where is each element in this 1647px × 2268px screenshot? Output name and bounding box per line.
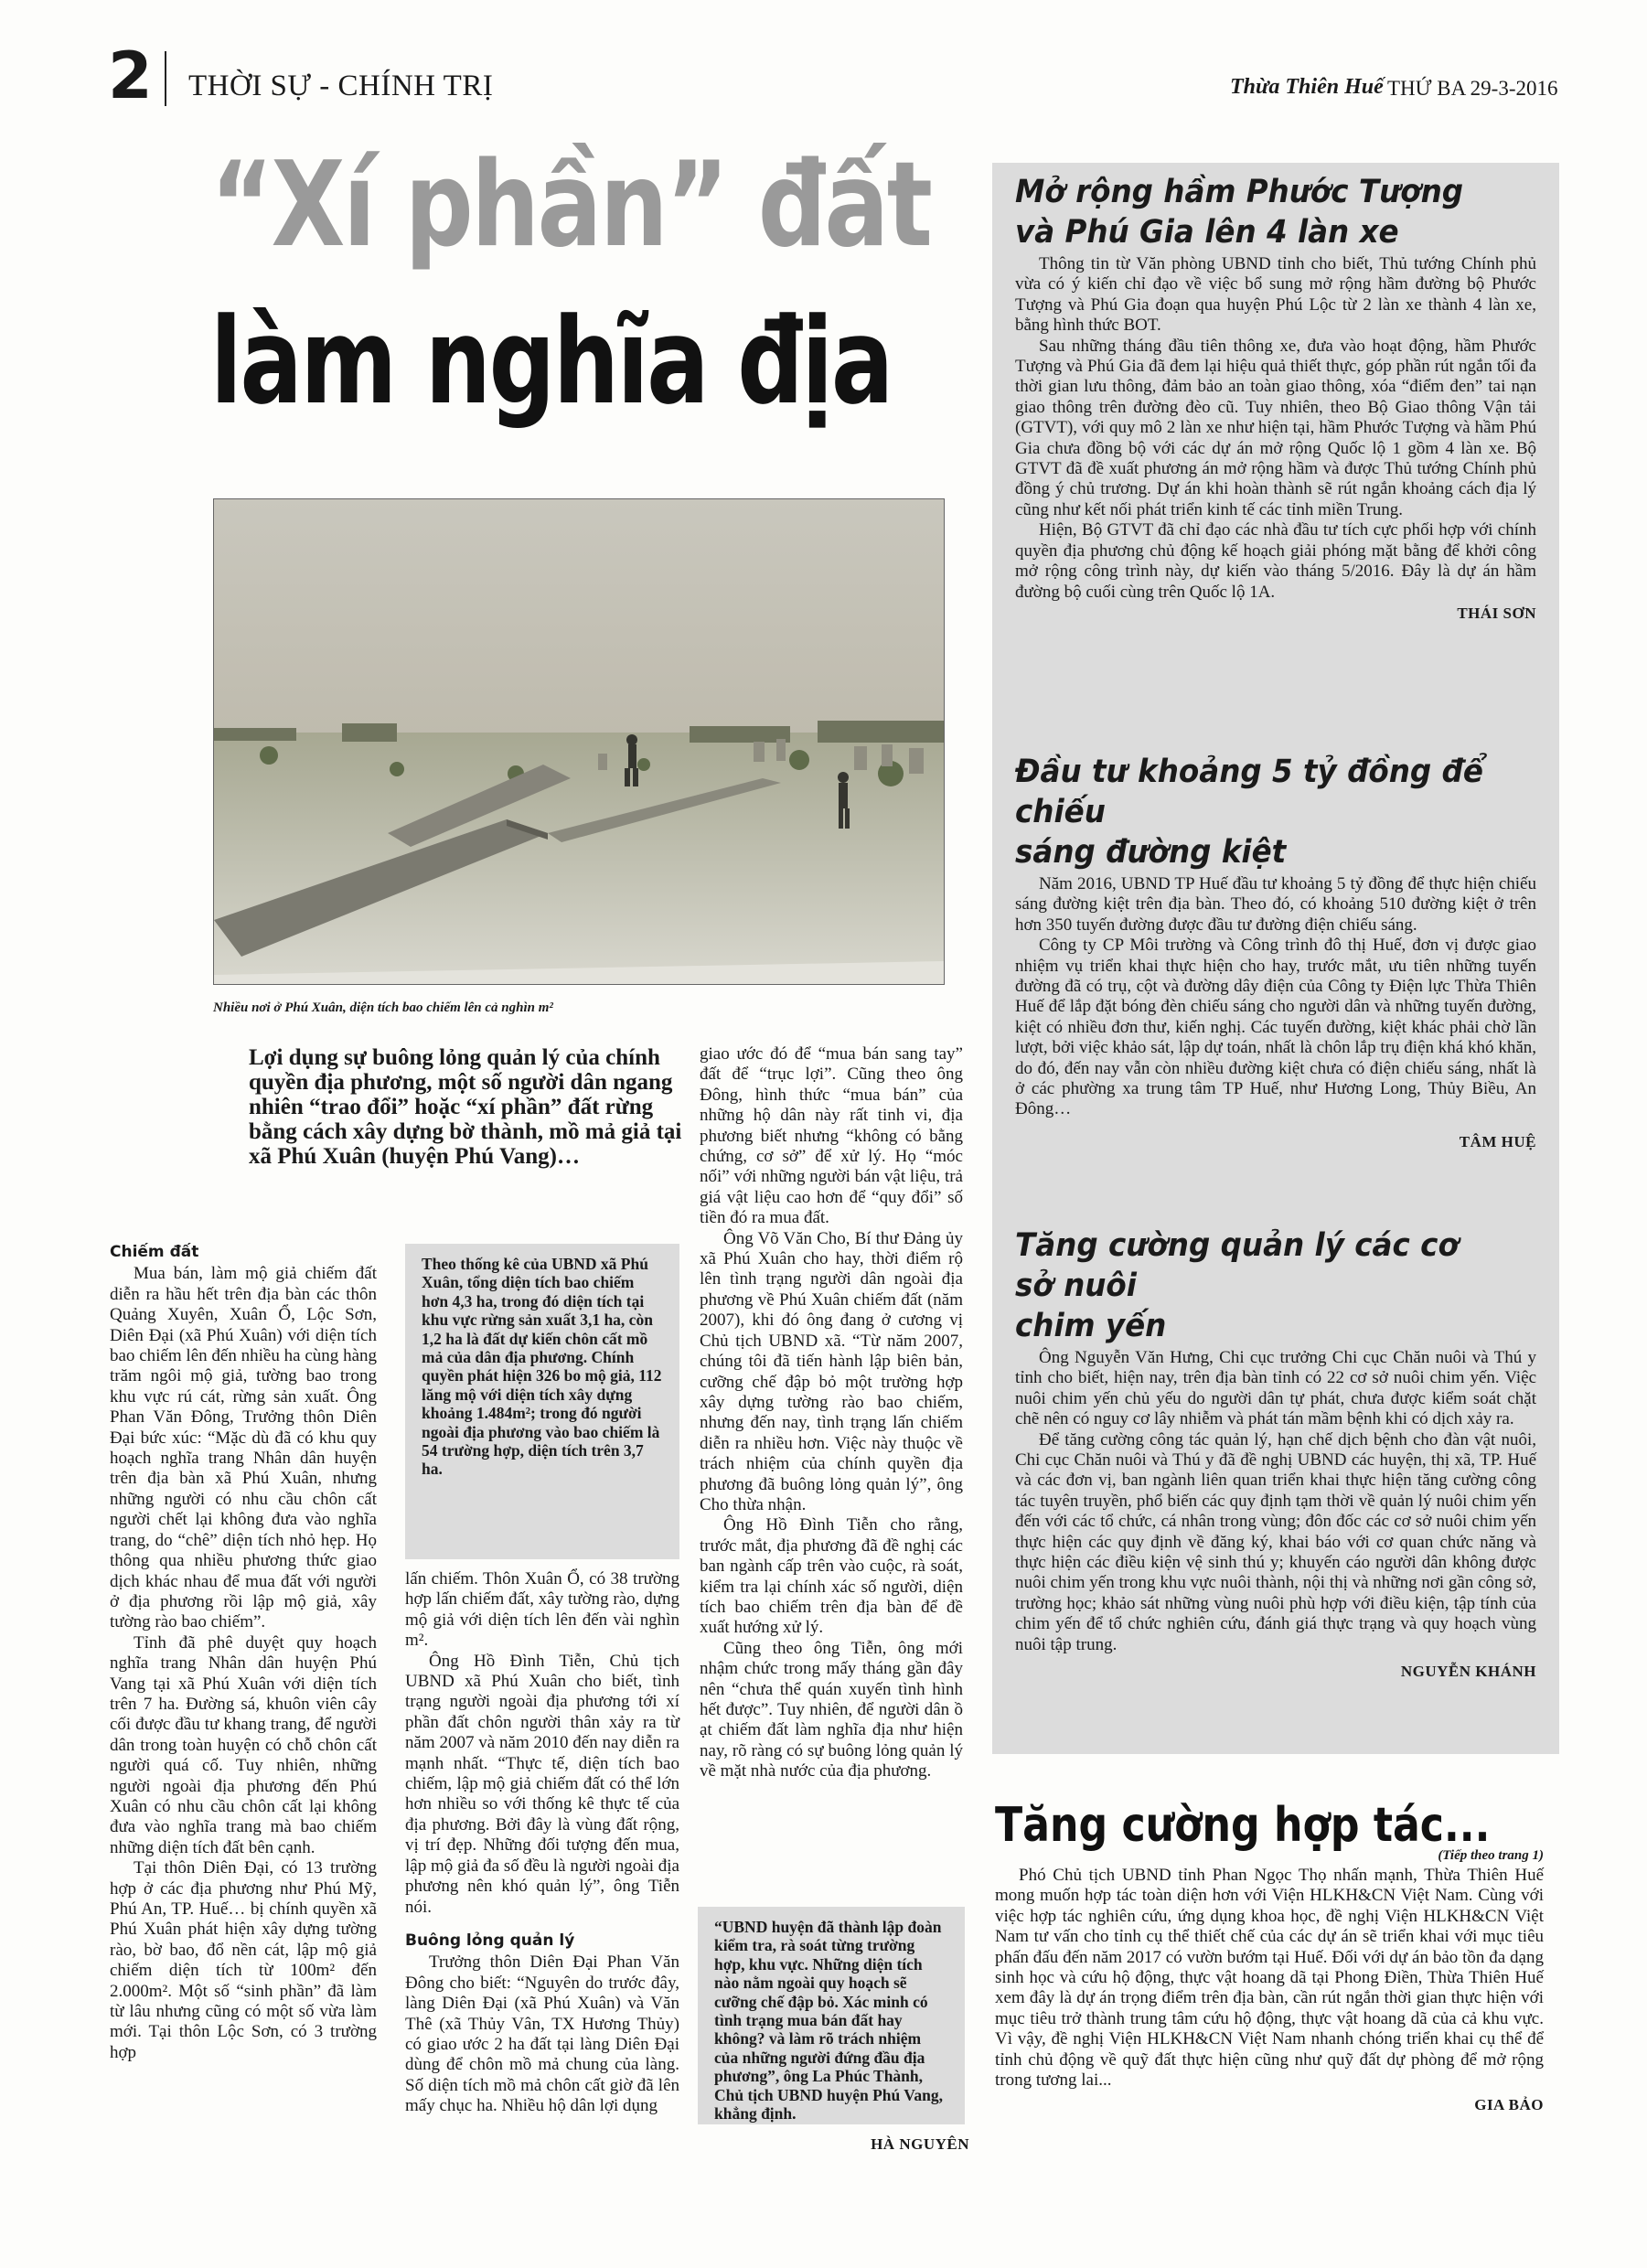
stat-box [405,1244,679,1559]
article-lead: Lợi dụng sự buông lỏng quản lý của chính quyền địa phương, một số người dân ngang nhiên “trao đổi” hoặc “xí phần” đất rừng bằng cách xây dựng bờ thành, mồ mả giả tại xã Phú Xuân (huyện Phú Vang)… [249,1045,682,1169]
sidebar-article-3 [1015,1225,1536,1681]
sidebar-article-2-byline: TÂM HUỆ [1459,1132,1536,1150]
photo-caption: Nhiều nơi ở Phú Xuân, diện tích bao chiếm lên cả nghìn m² [213,1000,553,1015]
sidebar-article-1-para-1: Thông tin từ Văn phòng UBND tỉnh cho biết, Thủ tướng Chính phủ vừa có ý kiến chỉ đạo về việc bổ sung mở rộng hầm đường bộ Phước Tượng và Phú Gia đoạn qua huyện Phú Lộc từ 2 làn xe thành 4 làn xe, bằng hình thức BOT. [1015,254,1536,336]
sidebar-article-3-byline: NGUYỄN KHÁNH [1400,1663,1536,1681]
sidebar-article-1 [1015,172,1536,623]
col3-para-3: Ông Hồ Đình Tiễn cho rằng, trước mắt, địa phương đã đề nghị các ban ngành cấp trên vào cuộc, rà soát, kiểm tra lại chính xác số người, diện tích bao chiếm trên địa bàn để đề xuất hướng xử lý. [700,1515,963,1638]
paper-name: Thừa Thiên Huế [1230,75,1384,99]
col1-para-1: Mua bán, làm mộ giả chiếm đất diễn ra hầu hết trên địa bàn các thôn Quảng Xuyên, Xuân Ổ, Lộc Sơn, Diên Đại (xã Phú Xuân) với diện tích bao chiếm lên đến nhiều ha cùng hàng trăm ngôi mộ giả, tường bao trong khu vực rú cát, rừng sản xuất. Ông Phan Văn Đông, Trưởng thôn Diên Đại bức xúc: “Mặc dù đã có khu quy hoạch nghĩa trang Nhân dân huyện trên địa bàn xã Phú Xuân, nhưng những người có nhu cầu chôn cất người chết lại không đưa vào nghĩa trang, do “chê” diện tích nhỏ hẹp. Họ thông qua nhiều phương thức giao dịch khác nhau để mua đất với người ở địa phương rồi lập mộ giả, xây tường rào bao chiếm”. [110,1264,377,1632]
quote-box [698,1907,965,2124]
col2-para-3: Trưởng thôn Diên Đại Phan Văn Đông cho biết: “Nguyên do trước đây, làng Diên Đại (xã Phú Xuân) và Văn Thê (xã Thủy Vân, TX Hương Thủy) có giao ước 2 ha đất tại làng Diên Đại dùng để chôn mồ mả chung của làng. Số diện tích mồ mả chôn cất giờ đã lên mấy chục ha. Nhiều hộ dân lợi dụng [405,1952,679,2116]
sidebar-article-3-title-line1: Tăng cường quản lý các cơ sở nuôi [1015,1227,1459,1304]
main-byline: HÀ NGUYÊN [871,2135,969,2153]
sidebar-article-2 [1015,752,1536,1151]
subhead-chiem-dat: Chiếm đất [110,1243,199,1261]
cemetery-photo [213,498,945,985]
header-divider [165,51,166,106]
continued-byline: GIA BẢO [1474,2096,1544,2114]
main-title-line1: “Xí phần” đất [210,137,931,273]
continued-paragraph: Phó Chủ tịch UBND tỉnh Phan Ngọc Thọ nhấn mạnh, Thừa Thiên Huế mong muốn hợp tác toàn diện hơn với Viện HLKH&CN Việt Nam. Cùng với việc hợp tác nghiên cứu, ứng dụng khoa học, đề nghị Viện HLKH&CN Việt Nam tư vấn cho tỉnh cụ thể thiết chế của các dự án sẽ triển khai với mục tiêu phấn đấu đến năm 2017 có vườn bướm tại Huế. Đối với dự án bảo tồn đa dạng sinh học và cứu hộ động, thực vật hoang dã tại Phong Điền, Thừa Thiên Huế xem đây là dự án trọng điểm trên địa bàn, cần rút ngắn thời gian thực hiện với mục tiêu trở thành trung tâm cứu hộ động, thực vật hoang dã của cả khu vực. Vì vậy, đề nghị Viện HLKH&CN Việt Nam nhanh chóng triển khai cụ thể để tỉnh chủ động về quỹ đất thực hiện cũng như quỹ đất dự phòng để mở rộng trong tương lai... [995,1866,1544,2091]
col2-para-2: Ông Hồ Đình Tiễn, Chủ tịch UBND xã Phú Xuân cho biết, tình trạng người ngoài địa phương tới xí phần đất chôn người thân xảy ra từ năm 2007 và năm 2010 đến nay diễn ra mạnh nhất. “Thực tế, diện tích bao chiếm, lập mộ giả chiếm đất có thể lớn hơn nhiều so với thống kê thực tế của địa phương. Bởi đây là vùng đất rộng, vị trí đẹp. Những đối tượng đến mua, lập mộ giả đa số đều là người ngoài địa phương nên khó quản lý”, ông Tiễn nói. [405,1651,679,1917]
subhead-buong-long: Buông lỏng quản lý [405,1931,575,1950]
sidebar-article-1-title-line1: Mở rộng hầm Phước Tượng [1015,174,1464,210]
sidebar-article-1-para-2: Sau những tháng đầu tiên thông xe, đưa vào hoạt động, hầm Phước Tượng và Phú Gia đã đem lại hiệu quả thiết thực, góp phần rút ngắn tối đa thời gian lưu thông, đảm bảo an toàn giao thông, xóa “điểm đen” tai nạn giao thông trên đường đèo cũ. Tuy nhiên, theo Bộ Giao thông Vận tải (GTVT), với quy mô 2 làn xe như hiện tại, hầm Phước Tượng và hầm Phú Gia chưa đồng bộ với các dự án mở rộng Quốc lộ 1 gồm 4 làn xe. Bộ GTVT đã đề xuất phương án mở rộng hầm và được Thủ tướng Chính phủ đồng ý chủ trương. Dự án khi hoàn thành sẽ rút ngắn khoảng cách địa lý cũng như kết nối phát triển kinh tế các tỉnh miền Trung. [1015,336,1536,519]
page-number: 2 [108,38,153,113]
issue-date: THỨ BA 29-3-2016 [1387,77,1558,100]
page-header [0,0,1647,113]
main-col3 [700,1044,963,1782]
sidebar-article-3-para-1: Ông Nguyễn Văn Hưng, Chi cục trưởng Chi cục Chăn nuôi và Thú y tỉnh cho biết, hiện nay, trên địa bàn tỉnh có 22 cơ sở nuôi chim yến. Việc nuôi chim yến chủ yếu do người dân tự phát, chưa được kiểm soát chặt chẽ nên có nguy cơ lây nhiễm và phát tán mầm bệnh khi có dịch xảy ra. [1015,1348,1536,1429]
sidebar-article-2-para-2: Công ty CP Môi trường và Công trình đô thị Huế, đơn vị được giao nhiệm vụ triển khai thực hiện cho hay, trước mắt, ưu tiên những tuyến đường đã có trụ, cột và đường dây điện của Công ty Điện lực Thừa Thiên Huế để lắp đặt bóng đèn chiếu sáng cho người dân và những tuyến đường, kiệt có nhiều đơn thư, kiến nghị. Các tuyến đường, kiệt khác phải chờ lần lượt, bởi việc khảo sát, lập dự toán, nhất là chôn lắp trụ điện khá khó khăn, do đó, đến nay vẫn còn nhiều đường kiệt chưa có điện chiếu sáng, nhất là ở các phường xa trung tâm TP Huế, như Hương Long, Thủy Biều, An Đông… [1015,936,1536,1119]
sidebar-article-2-title-line1: Đầu tư khoảng 5 tỷ đồng để chiếu [1015,754,1483,830]
continued-article [995,1797,1544,2114]
sidebar-article-1-para-3: Hiện, Bộ GTVT đã chỉ đạo các nhà đầu tư tích cực phối hợp với chính quyền địa phương chủ động kế hoạch giải phóng mặt bằng để khởi công mở rộng công trình này, dự kiến vào tháng 5/2016. Đây là dự án hầm đường bộ cuối cùng trên Quốc lộ 1A. [1015,520,1536,602]
col3-para-2: Ông Võ Văn Cho, Bí thư Đảng ủy xã Phú Xuân cho hay, thời điểm rộ lên tình trạng người dân ngoài địa phương về Phú Xuân chiếm đất (năm 2007), khi đó ông đang ở cương vị Chủ tịch UBND xã. “Từ năm 2007, chúng tôi đã tiến hành lập biên bản, cưỡng chế đập bỏ một trường hợp xây dựng tường rào bao chiếm, nhưng đến nay, tình trạng lấn chiếm diễn ra nhiều hơn. Việc này thuộc về trách nhiệm của chính quyền địa phương đã buông lỏng quản lý”, ông Cho thừa nhận. [700,1228,963,1514]
cemetery-photo-illustration [214,499,944,984]
col3-para-1: giao ước đó để “mua bán sang tay” đất để “trục lợi”. Cũng theo ông Đông, hình thức “mua bán” của những hộ dân này rất tinh vi, địa phương biết nhưng “không có bằng chứng, cơ sở” để xử lý. Họ “móc nối” với những người bán vật liệu, trả giá vật liệu cao hơn để “quy đổi” số tiền đó ra mua đất. [700,1044,963,1228]
main-col1 [110,1242,377,2063]
main-col2 [405,1569,679,2117]
quote-box-text: “UBND huyện đã thành lập đoàn kiểm tra, rà soát từng trường hợp, khu vực. Những diện tích nào nằm ngoài quy hoạch sẽ cưỡng chế đập bỏ. Xác minh có tình trạng mua bán đất hay không? và làm rõ trách nhiệm của những người đứng đầu địa phương”, ông La Phúc Thành, Chủ tịch UBND huyện Phú Vang, khẳng định. [714,1918,943,2124]
sidebar-article-3-para-2: Để tăng cường công tác quản lý, hạn chế dịch bệnh cho đàn vật nuôi, Chi cục Chăn nuôi và Thú y đã đề nghị UBND các huyện, thị xã, TP. Huế và các đơn vị, ban ngành liên quan triển khai thực hiện tăng cường công tác tuyên truyền, phổ biến các quy định tạm thời về quản lý nuôi chim yến đến với các tổ chức, cá nhân trong vùng; đôn đốc các cơ sở nuôi chim yến thực hiện các quy định về đăng ký, khai báo với cơ quan chức năng và thực hiện các điều kiện vệ sinh thú y; khuyến cáo người dân không được nuôi chim yến trong khu vực nuôi thành, nội thị và những nơi gần công sở, trường học; khảo sát những vùng nuôi phù hợp với điều kiện, tập tính của chim yến để tổ chức nghiên cứu, đánh giá thực trạng và quy hoạch vùng nuôi tập trung. [1015,1429,1536,1654]
col1-para-3: Tại thôn Diên Đại, có 13 trường hợp ở các địa phương như Phú Mỹ, Phú An, TP. Huế… bị chính quyền xã Phú Xuân phát hiện xây dựng tường rào, bờ bao, đổ nền cát, lập mộ giả chiếm diện tích từ 100m² đến 2.000m². Một số “sinh phần” đã làm từ lâu nhưng cũng có một số vừa làm mới. Tại thôn Lộc Sơn, có 3 trường hợp [110,1858,377,2062]
continued-note: (Tiếp theo trang 1) [1438,1848,1544,1863]
main-title-line2: làm nghĩa địa [210,292,892,431]
stat-box-text: Theo thống kê của UBND xã Phú Xuân, tổng diện tích bao chiếm hơn 4,3 ha, trong đó diện tích tại khu vực rừng sản xuất 3,1 ha, còn 1,2 ha là đất dự kiến chôn cất mồ mả của dân địa phương. Chính quyền phát hiện 326 bo mộ giả, 112 lăng mộ với diện tích xây dựng khoảng 1.484m²; trong đó người ngoài địa phương vào bao chiếm là 54 trường hợp, diện tích trên 3,7 ha. [422,1255,662,1479]
sidebar-article-2-para-1: Năm 2016, UBND TP Huế đầu tư khoảng 5 tỷ đồng để thực hiện chiếu sáng đường kiệt trên địa bàn. Theo đó, có khoảng 510 đường kiệt ở trên hơn 350 tuyến đường được đầu tư đường điện chiếu sáng. [1015,874,1536,935]
sidebar-article-2-title-line2: sáng đường kiệt [1015,834,1287,871]
sidebar-article-1-byline: THÁI SƠN [1457,604,1536,622]
continued-title: Tăng cường hợp tác... [995,1798,1491,1853]
sidebar-article-1-title-line2: và Phú Gia lên 4 làn xe [1015,214,1399,251]
col2-para-1: lấn chiếm. Thôn Xuân Ổ, có 38 trường hợp lấn chiếm đất, xây tường rào, dựng mộ giả với diện tích lên đến vài nghìn m². [405,1569,679,1651]
col3-para-4: Cũng theo ông Tiễn, ông mới nhậm chức trong mấy tháng gần đây nên “chưa thể quán xuyến tình hình hết được”. Tuy nhiên, để người dân ồ ạt chiếm đất làm nghĩa địa như hiện nay, rõ ràng có sự buông lỏng quản lý về mặt nhà nước của địa phương. [700,1638,963,1781]
col1-para-2: Tỉnh đã phê duyệt quy hoạch nghĩa trang Nhân dân huyện Phú Vang tại xã Phú Xuân với diện tích trên 7 ha. Đường sá, khuôn viên cây cối được đầu tư khang trang, để người dân trong toàn huyện có chỗ chôn cất người quá cố. Tuy nhiên, những người ngoài địa phương đến Phú Xuân có nhu cầu chôn cất lại không đưa vào nghĩa trang mà bao chiếm những diện tích đất bên cạnh. [110,1632,377,1857]
section-title: THỜI SỰ - CHÍNH TRỊ [188,70,494,102]
sidebar-article-3-title-line2: chim yến [1015,1308,1167,1344]
